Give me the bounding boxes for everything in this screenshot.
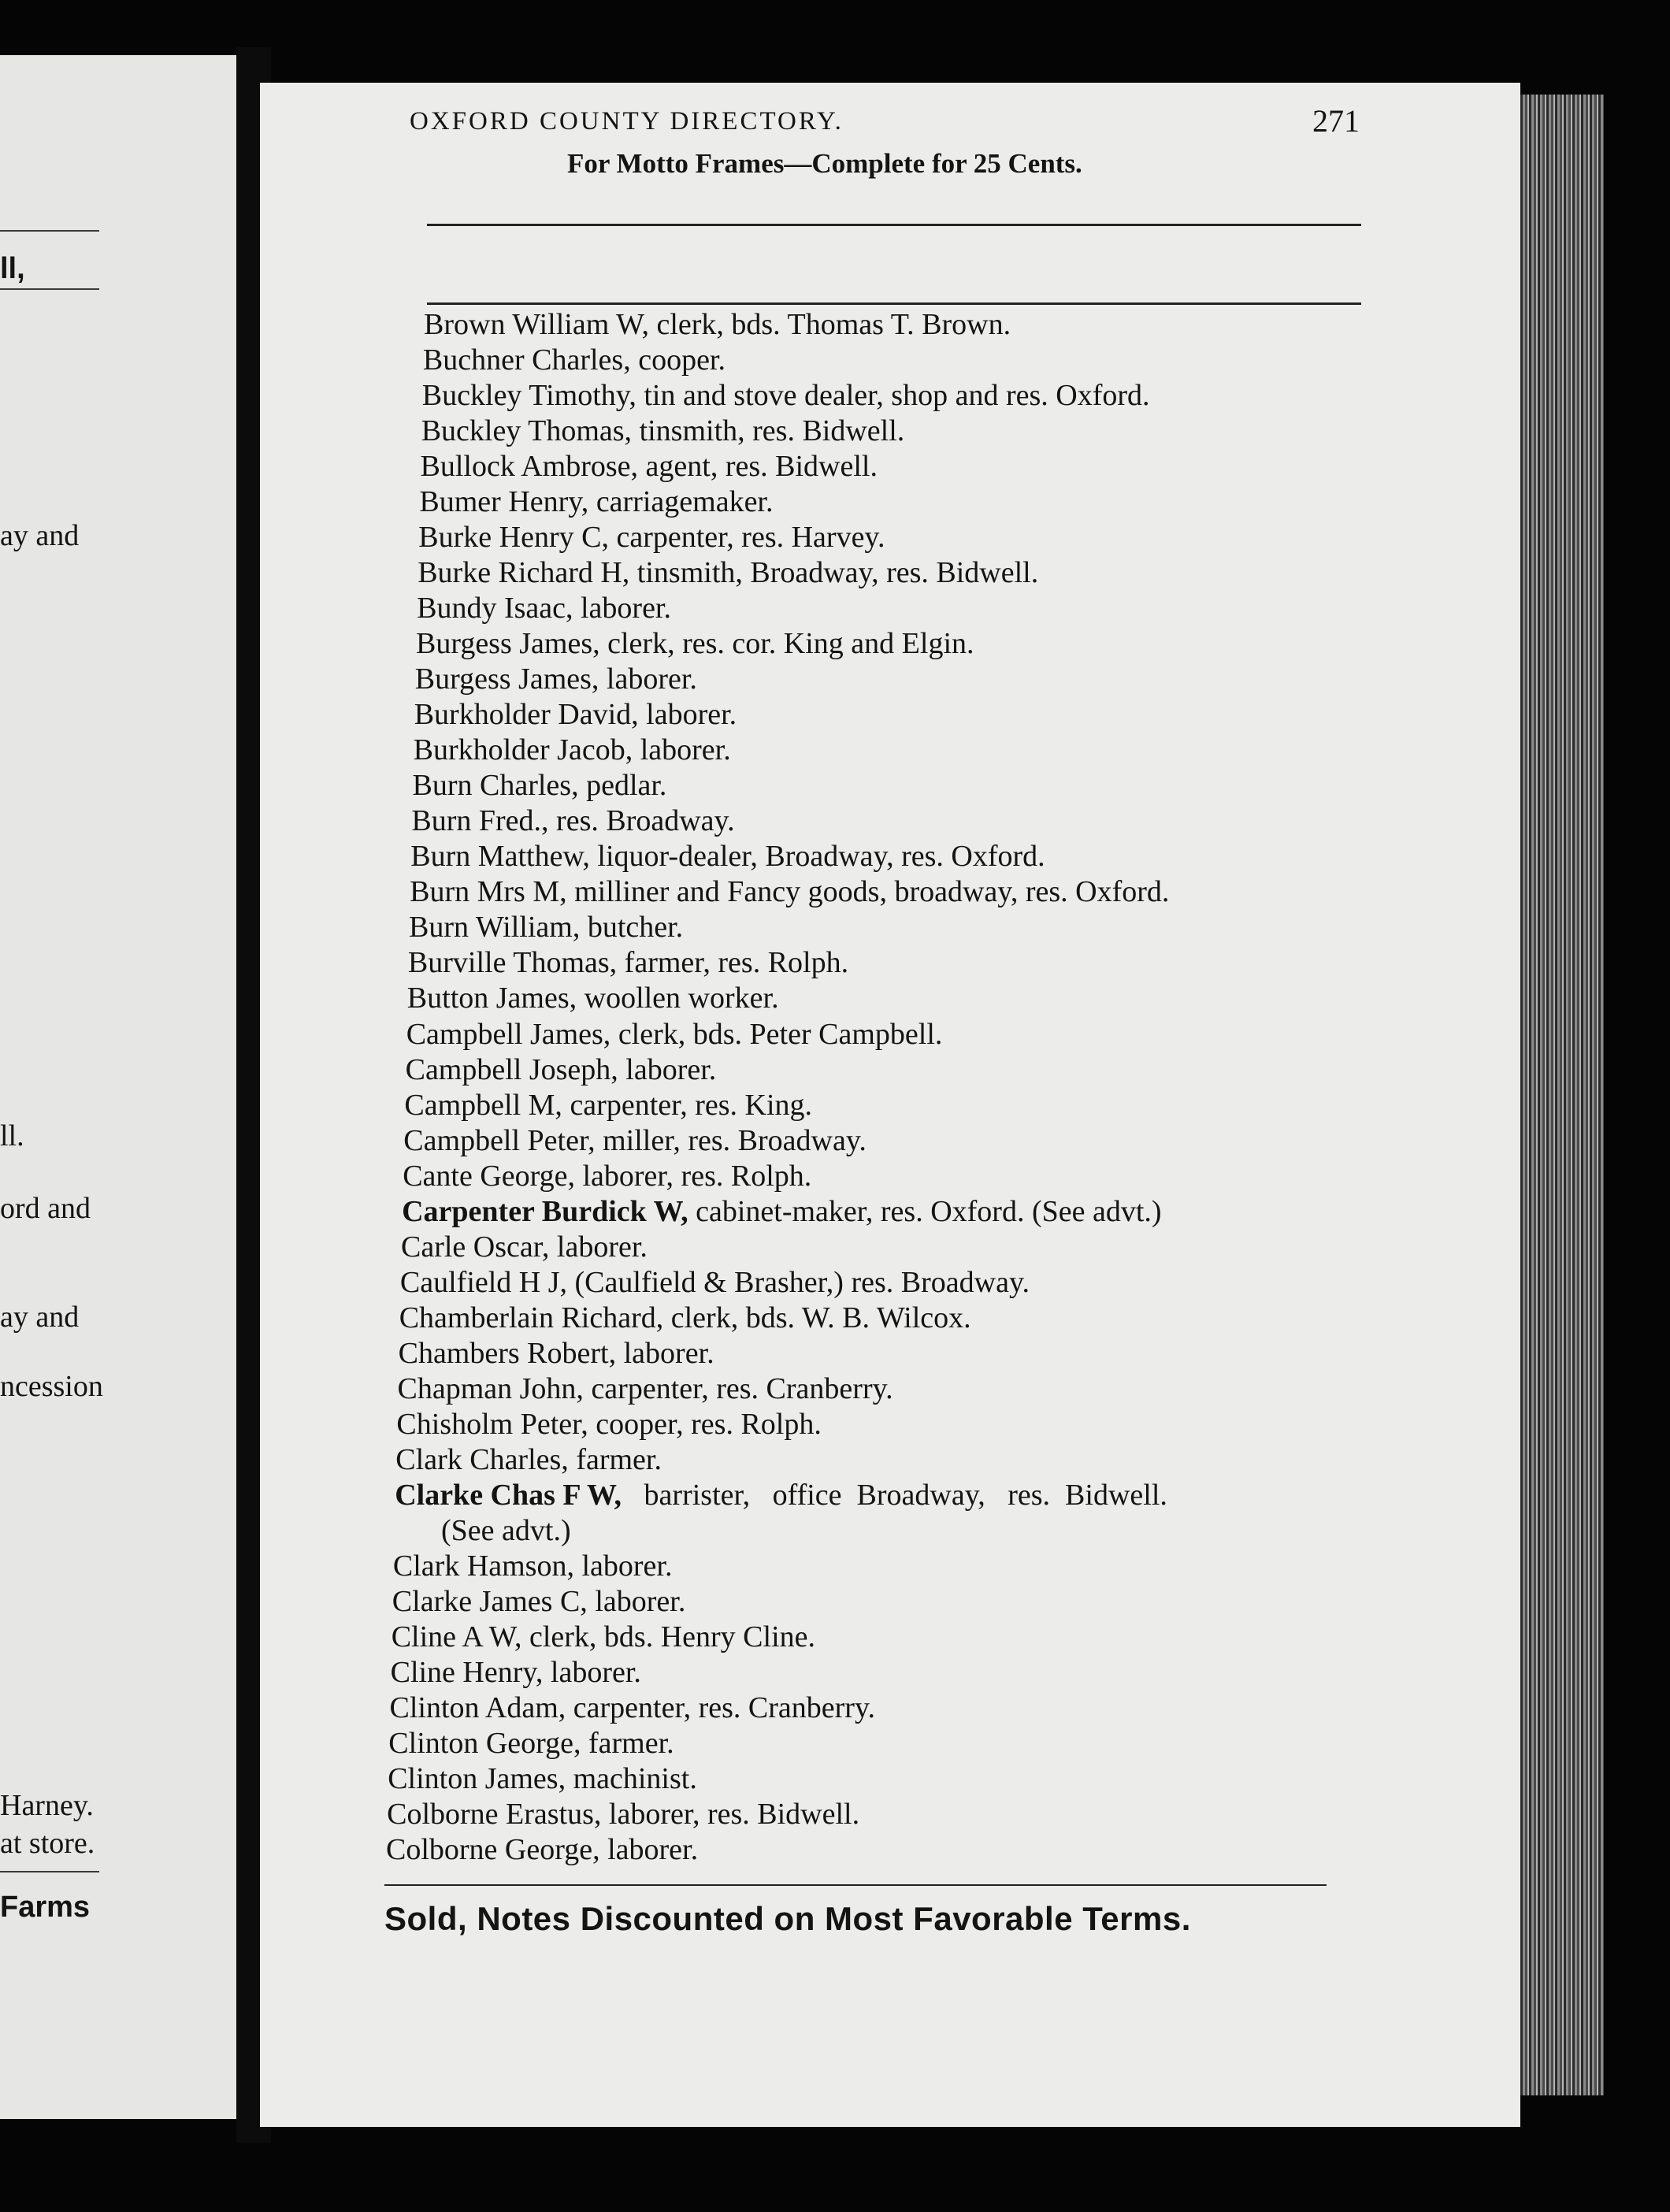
entry-details: (See advt.) xyxy=(441,1513,571,1547)
entry-name: Chambers Robert, xyxy=(398,1336,617,1370)
directory-entry xyxy=(402,1196,1161,1229)
entry-details: machinist. xyxy=(566,1762,697,1795)
directory-entry xyxy=(423,344,726,377)
directory-entry xyxy=(418,557,1038,590)
entry-name: Clinton James, xyxy=(388,1762,566,1795)
directory-entry xyxy=(409,911,683,945)
entry-details: milliner and Fancy goods, broadway, res. Oxford. xyxy=(566,875,1170,909)
directory-entry xyxy=(414,734,731,767)
left-fragment: ay and xyxy=(0,1301,80,1334)
directory-entry xyxy=(410,876,1169,909)
entry-name: Buchner Charles, xyxy=(422,343,631,377)
entry-name: Burgess James, xyxy=(414,662,599,696)
directory-entry xyxy=(390,1692,876,1725)
entry-details: cooper, res. Rolph. xyxy=(588,1407,822,1441)
entry-name: Clark Charles, xyxy=(395,1442,569,1476)
left-fragment: ll. xyxy=(0,1119,24,1152)
entry-name: Burn Charles, xyxy=(412,769,579,803)
entry-details: barrister, office Broadway, res. Bidwell. xyxy=(622,1478,1167,1512)
entry-details: liquor-dealer, Broadway, res. Oxford. xyxy=(589,840,1045,874)
entry-details: farmer, res. Rolph. xyxy=(617,946,849,980)
entry-details: tinsmith, res. Bidwell. xyxy=(632,414,905,448)
entry-details: clerk, bds. Peter Campbell. xyxy=(610,1017,943,1051)
entry-name: Buckley Timothy, xyxy=(421,379,636,412)
entry-name: Clarke James C, xyxy=(392,1584,588,1618)
entry-details: laborer. xyxy=(599,662,697,696)
directory-entry xyxy=(417,592,671,625)
left-page-fragment xyxy=(0,55,236,2119)
directory-entry xyxy=(424,309,1011,342)
left-rule xyxy=(0,230,99,232)
entry-details: laborer. xyxy=(638,698,737,732)
entry-details: laborer. xyxy=(616,1336,714,1370)
directory-entry xyxy=(403,1125,867,1158)
directory-entry xyxy=(414,699,737,732)
entry-details: agent, res. Bidwell. xyxy=(638,450,878,484)
directory-entry xyxy=(399,1302,971,1335)
left-fragment: Harney. xyxy=(0,1789,94,1822)
directory-entry xyxy=(416,628,974,661)
entry-name: Colborne Erastus, xyxy=(387,1798,602,1831)
directory-entry xyxy=(403,1160,811,1193)
directory-entry xyxy=(398,1373,893,1406)
entry-name: Burkholder Jacob, xyxy=(413,733,633,767)
entry-details: laborer. xyxy=(587,1584,686,1618)
directory-entry xyxy=(388,1728,674,1761)
motto-line: For Motto Frames—Complete for 25 Cents. xyxy=(567,148,1082,179)
directory-entry xyxy=(406,1019,943,1052)
directory-entry xyxy=(418,521,885,555)
directory-entry xyxy=(421,451,878,484)
footer-rule xyxy=(384,1884,1327,1886)
entry-name: Burgess James, xyxy=(416,627,600,661)
entry-name: Burn Fred., xyxy=(411,804,549,838)
entry-name: Bumer Henry, xyxy=(419,485,589,519)
directory-entry xyxy=(387,1798,859,1832)
left-fragment: ay and xyxy=(0,519,80,552)
directory-entry xyxy=(407,982,779,1015)
entry-details: carpenter, res. Cranberry. xyxy=(583,1371,893,1405)
entry-details: cabinet-maker, res. Oxford. (See advt.) xyxy=(688,1194,1162,1228)
directory-entry xyxy=(404,1089,812,1123)
page-number: 271 xyxy=(1312,103,1360,139)
entry-name: Cline Henry, xyxy=(390,1655,544,1689)
directory-entry xyxy=(401,1231,648,1264)
entry-name: Chisholm Peter, xyxy=(396,1407,588,1441)
entry-name: Chapman John, xyxy=(397,1371,584,1405)
entry-name: Burke Richard H, xyxy=(418,556,630,590)
directory-entry xyxy=(411,805,734,838)
page-edges xyxy=(1520,95,1604,2095)
entry-details: res. Broadway. xyxy=(548,804,735,838)
header-rule xyxy=(427,224,1361,226)
entry-details: farmer. xyxy=(581,1726,674,1760)
motto-rule xyxy=(427,302,1361,305)
entry-details: clerk, bds. Henry Cline. xyxy=(521,1620,815,1653)
left-fragment: ll, xyxy=(0,252,25,285)
left-fragment: at store. xyxy=(0,1827,95,1860)
entry-details: laborer. xyxy=(573,1549,673,1583)
entry-name: Burn Matthew, xyxy=(410,840,590,874)
directory-entry xyxy=(421,415,905,448)
directory-entry xyxy=(392,1621,815,1654)
entry-details: carriagemaker. xyxy=(588,485,774,519)
entry-name: Clark Hamson, xyxy=(392,1549,574,1583)
entry-details: laborer. xyxy=(618,1052,717,1086)
entry-name: Clarke Chas F W, xyxy=(395,1478,622,1512)
entry-details: miller, res. Broadway. xyxy=(595,1123,867,1157)
entry-name: Brown William W, xyxy=(424,308,649,341)
entry-details: laborer, res. Rolph. xyxy=(574,1159,812,1193)
directory-entry xyxy=(406,1054,717,1087)
left-fragment: ord and xyxy=(0,1192,91,1225)
entry-name: Carpenter Burdick W, xyxy=(402,1194,688,1228)
entry-details: woollen worker. xyxy=(577,982,779,1015)
entry-name: Chamberlain Richard, xyxy=(399,1301,664,1334)
entry-name: Carle Oscar, xyxy=(401,1230,550,1264)
entry-details: laborer. xyxy=(599,1833,699,1866)
entry-details: tin and stove dealer, shop and res. Oxford. xyxy=(636,379,1150,412)
entry-name: Campbell M, xyxy=(404,1088,562,1122)
directory-entry xyxy=(388,1763,697,1796)
entry-details: clerk, res. cor. King and Elgin. xyxy=(599,627,974,661)
entry-details: butcher. xyxy=(580,911,684,945)
left-fragment: Farms xyxy=(0,1891,91,1924)
entry-name: Burville Thomas, xyxy=(407,946,618,980)
directory-entry xyxy=(391,1657,641,1690)
entry-name: Cante George, xyxy=(403,1159,575,1193)
directory-entry xyxy=(392,1586,686,1619)
entry-name: Burkholder David, xyxy=(414,698,639,732)
directory-entry xyxy=(408,947,848,980)
entry-details: laborer. xyxy=(549,1230,648,1264)
entry-details: cooper. xyxy=(630,343,726,377)
entry-details: farmer. xyxy=(568,1442,662,1476)
entry-name: Campbell Peter, xyxy=(403,1123,596,1157)
entry-name: Burke Henry C, xyxy=(418,521,609,555)
footer-advertisement: Sold, Notes Discounted on Most Favorable Terms. xyxy=(384,1900,1191,1937)
directory-entry xyxy=(422,380,1150,413)
entry-details: carpenter, res. Harvey. xyxy=(608,521,885,555)
entry-details: laborer. xyxy=(543,1655,641,1689)
entry-name: Buckley Thomas, xyxy=(421,414,633,448)
directory-entry xyxy=(415,663,697,696)
entry-details: pedlar. xyxy=(578,769,667,803)
entry-name: Clinton George, xyxy=(388,1726,581,1760)
entry-name: Cline A W, xyxy=(391,1620,522,1653)
directory-entry xyxy=(395,1444,662,1477)
directory-entry xyxy=(393,1550,673,1583)
entry-name: Caulfield H J, xyxy=(399,1265,568,1299)
directory-entry xyxy=(410,841,1045,874)
directory-entry xyxy=(386,1834,698,1867)
entry-details: (Caulfield & Brasher,) res. Broadway. xyxy=(567,1265,1030,1299)
left-rule xyxy=(0,1871,99,1872)
left-fragment: ncession xyxy=(0,1370,103,1403)
entry-name: Button James, xyxy=(406,982,577,1015)
entry-name: Burn William, xyxy=(409,911,581,945)
entry-details: tinsmith, Broadway, res. Bidwell. xyxy=(629,556,1039,590)
directory-entry xyxy=(413,770,667,803)
entry-name: Bundy Isaac, xyxy=(417,592,573,625)
entry-details: clerk, bds. Thomas T. Brown. xyxy=(648,308,1011,341)
entry-details: laborer. xyxy=(573,592,671,625)
entry-name: Campbell Joseph, xyxy=(405,1052,618,1086)
directory-entry xyxy=(419,486,773,519)
directory-entry xyxy=(400,1267,1030,1300)
entry-details: carpenter, res. King. xyxy=(562,1088,813,1122)
running-head: OXFORD COUNTY DIRECTORY. xyxy=(410,107,844,135)
entry-name: Bullock Ambrose, xyxy=(420,450,639,484)
directory-entry xyxy=(396,1408,821,1442)
entry-details: laborer, res. Bidwell. xyxy=(601,1798,860,1831)
entry-name: Clinton Adam, xyxy=(389,1691,566,1724)
entry-details: carpenter, res. Cranberry. xyxy=(566,1691,875,1724)
entry-name: Burn Mrs M, xyxy=(410,875,567,909)
entry-details: laborer. xyxy=(633,733,731,767)
directory-entry xyxy=(441,1515,571,1548)
entry-name: Campbell James, xyxy=(406,1017,611,1051)
directory-entry xyxy=(399,1338,714,1371)
directory-entry xyxy=(395,1479,1167,1512)
left-rule xyxy=(0,288,99,290)
entry-details: clerk, bds. W. B. Wilcox. xyxy=(663,1301,971,1334)
entry-name: Colborne George, xyxy=(386,1833,600,1866)
